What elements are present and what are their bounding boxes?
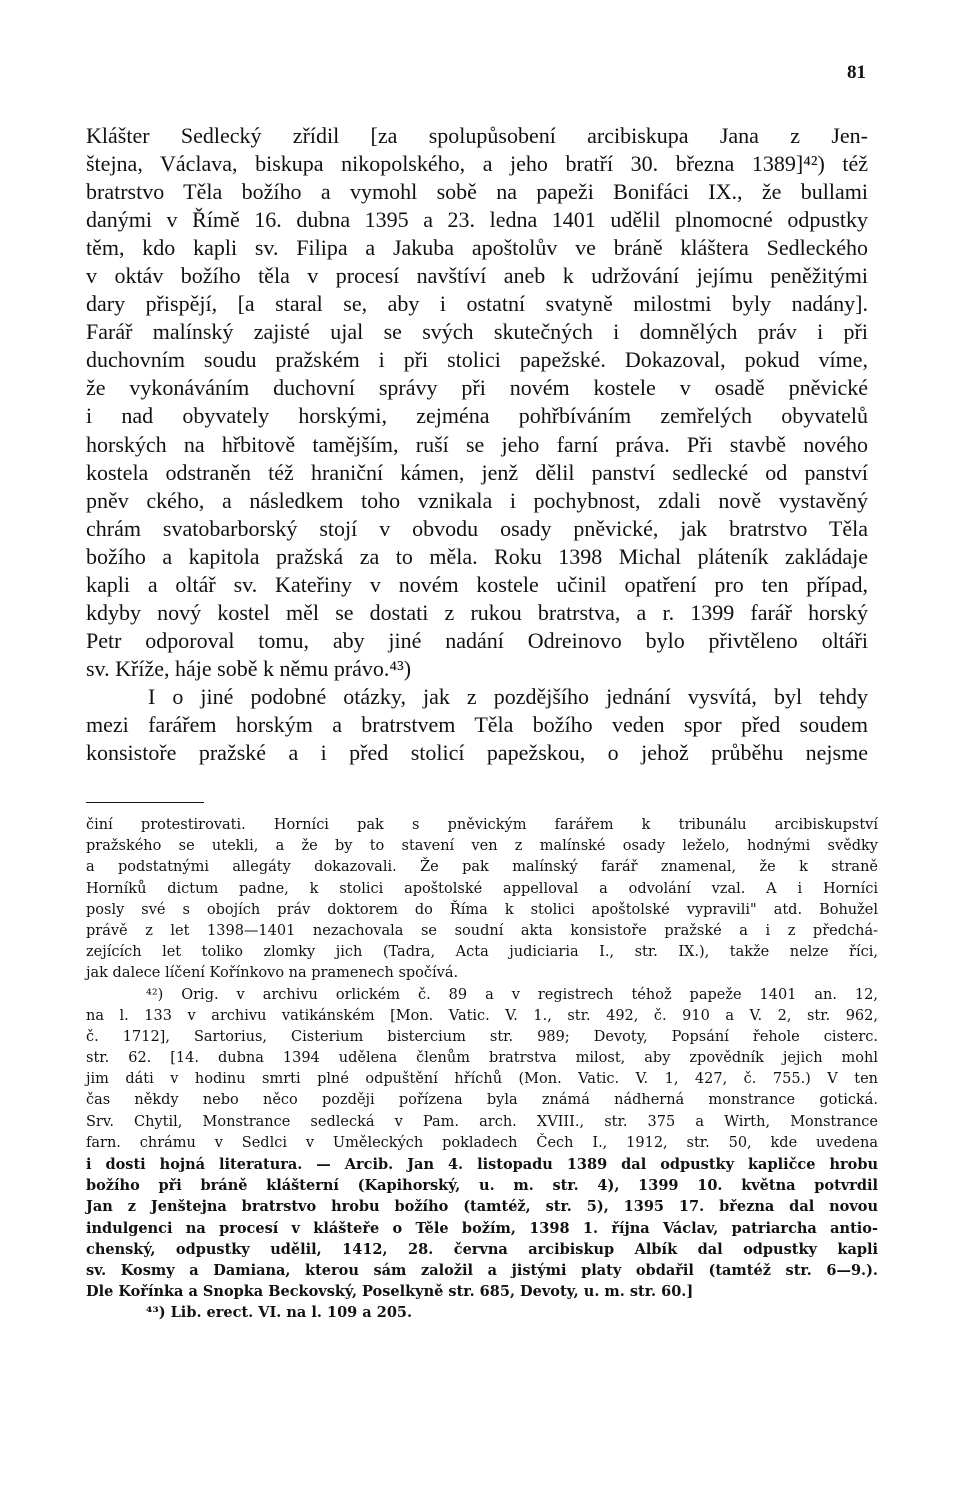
footnote-line: posly své s obojích práv doktorem do Říma k stolici apoštolské vypravili" atd. Bohužel: [86, 901, 878, 918]
main-text-line: že vykonáváním duchovní správy při novém kostele v osadě pněvické: [86, 375, 868, 401]
main-text-line: božího a kapitola pražská za to měla. Roku 1398 Michal pláteník zakládaje: [86, 543, 868, 569]
main-text-line: chrám svatobarborský stojí v obvodu osady pněvické, jak bratrstvo Těla: [86, 515, 868, 541]
footnote-line: sv. Kosmy a Damiana, kterou sám založil a jistými platy obdařil (tamtéž str. 6—9.).: [86, 1261, 878, 1279]
footnote-line: jak dalece líčení Kořínkovo na pramenech spočívá.: [86, 965, 459, 982]
main-text-line: bratrstvo Těla božího a vymohl sobě na papeži Bonifáci IX., že bullami: [86, 179, 868, 205]
footnote-line: činí protestirovati. Horníci pak s pněvickým farářem k tribunálu arcibiskupství: [86, 817, 878, 833]
main-text-line: duchovním soudu pražském i při stolici papežské. Dokazoval, pokud víme,: [86, 347, 868, 373]
footnote-line: a podstatnými allegáty dokazovali. Že pak malínský farář znamenal, že k straně: [86, 859, 878, 876]
footnote-line: čas někdy nebo něco později pořízena byla známá nádherná monstrance gotická.: [86, 1092, 878, 1109]
footnote-line: chenský, odpustky udělil, 1412, 28. června arcibiskup Albík dal odpustky kapli: [86, 1240, 878, 1258]
main-text-line: I o jiné podobné otázky, jak z pozdějšího jednání vysvítá, byl tehdy: [148, 683, 868, 709]
footnote-line: Jan z Jenštejna bratrstvo hrobu božího (tamtéž, str. 5), 1395 17. března dal novou: [86, 1198, 878, 1216]
main-text-line: dary přispějí, [a staral se, aby i ostatní svatyně milostmi byly nadány].: [86, 291, 868, 317]
footnote-line: Dle Kořínka a Snopka Beckovský, Poselkyně str. 685, Devoty, u. m. str. 60.]: [86, 1283, 694, 1301]
main-text-line: pněv ckého, a následkem toho vznikala i pochybnost, zdali nově vystavěný: [86, 487, 868, 513]
main-text-line: horských na hřbitově tamějším, ruší se jeho farní práva. Při stavbě nového: [86, 431, 868, 457]
footnote-line: farn. chrámu v Sedlci v Uměleckých pokladech Čech I., 1912, str. 50, kde uvedena: [86, 1134, 878, 1151]
main-text-line: štejna, Václava, biskupa nikopolského, a jeho bratří 30. března 1389]⁴²) též: [86, 151, 868, 177]
footnote-line: právě z let 1398—1401 nezachovala se soudní akta konsistoře pražské a i z předchá-: [86, 922, 878, 939]
page-number: 81: [847, 62, 866, 83]
footnote-line: pražského se utekli, a že by to stavení ven z malínské osady leželo, hodnými svědky: [86, 838, 878, 855]
main-text-line: těm, kdo kapli sv. Filipa a Jakuba apoštolův ve bráně kláštera Sedleckého: [86, 235, 868, 261]
main-text: [86, 122, 868, 767]
footnote-line: č. 1712], Sartorius, Cisterium bistercium str. 989; Devoty, Popsání řehole cisterc.: [86, 1028, 878, 1045]
footnote-line: ⁴²) Orig. v archivu orlickém č. 89 a v registrech téhož papeže 1401 an. 12,: [146, 986, 878, 1003]
main-text-line: kostela odstraněn též hraniční kámen, jenž dělil panství sedlecké od panství: [86, 459, 868, 485]
footnote-separator: [86, 802, 204, 803]
main-text-line: konsistoře pražské a i před stolicí papežskou, o jehož průběhu nejsme: [86, 740, 868, 766]
footnotes: [86, 815, 878, 1324]
footnote-line: jim dáti v hodinu smrti plné odpuštění hříchů (Mon. Vatic. V. 1, 427, č. 755.) V ten: [86, 1071, 878, 1088]
main-text-line: v oktáv božího těla v procesí navštíví aneb k udržování jejímu peněžitými: [86, 263, 868, 289]
footnote-line: na l. 133 v archivu vatikánském [Mon. Vatic. V. 1., str. 492, č. 910 a V. 2, str. 962,: [86, 1007, 878, 1024]
main-text-line: Petr odporoval tomu, aby jiné nadání Odreinovo bylo přivtěleno oltáři: [86, 627, 868, 653]
footnote-line: str. 62. [14. dubna 1394 udělena členům bratrstva milost, aby zpovědník jejich mohl: [86, 1050, 878, 1067]
footnote-line: božího při bráně klášterní (Kapihorský, u. m. str. 4), 1399 10. května potvrdil: [86, 1177, 878, 1195]
main-text-line: Klášter Sedlecký zřídil [za spolupůsobení arcibiskupa Jana z Jen-: [86, 123, 868, 148]
main-text-line: mezi farářem horským a bratrstvem Těla božího veden spor před soudem: [86, 711, 868, 737]
main-text-line: kdyby nový kostel měl se dostati z rukou bratrstva, a r. 1399 farář horský: [86, 599, 868, 625]
main-text-line: Farář malínský zajisté ujal se svých skutečných i domnělých práv i při: [86, 319, 868, 345]
main-text-line: kapli a oltář sv. Kateřiny v novém kostele učinil opatření pro ten případ,: [86, 571, 868, 597]
main-text-line: i nad obyvately horskými, zejména pohřbíváním zemřelých obyvatelů: [86, 403, 868, 429]
footnote-line: i dosti hojná literatura. — Arcib. Jan 4. listopadu 1389 dal odpustky kapličce hrobu: [86, 1156, 878, 1173]
footnote-line: zejících let toliko zlomky jich (Tadra, Acta judiciaria I., str. IX.), takže nelze říci,: [86, 944, 878, 961]
footnote-line: Horníků dictum padne, k stolici apoštolské appelloval a odvolání vzal. A i Horníci: [86, 880, 878, 897]
footnote-line: Srv. Chytil, Monstrance sedlecká v Pam. arch. XVIII., str. 375 a Wirth, Monstrance: [86, 1113, 878, 1130]
main-text-line: sv. Kříže, háje sobě k němu právo.⁴³): [86, 655, 412, 681]
footnote-line: ⁴³) Lib. erect. VI. na l. 109 a 205.: [146, 1304, 413, 1322]
main-text-line: danými v Římě 16. dubna 1395 a 23. ledna 1401 udělil plnomocné odpustky: [86, 207, 868, 233]
footnote-line: indulgenci na procesí v klášteře o Těle božím, 1398 1. října Václav, patriarcha antio-: [86, 1219, 878, 1237]
